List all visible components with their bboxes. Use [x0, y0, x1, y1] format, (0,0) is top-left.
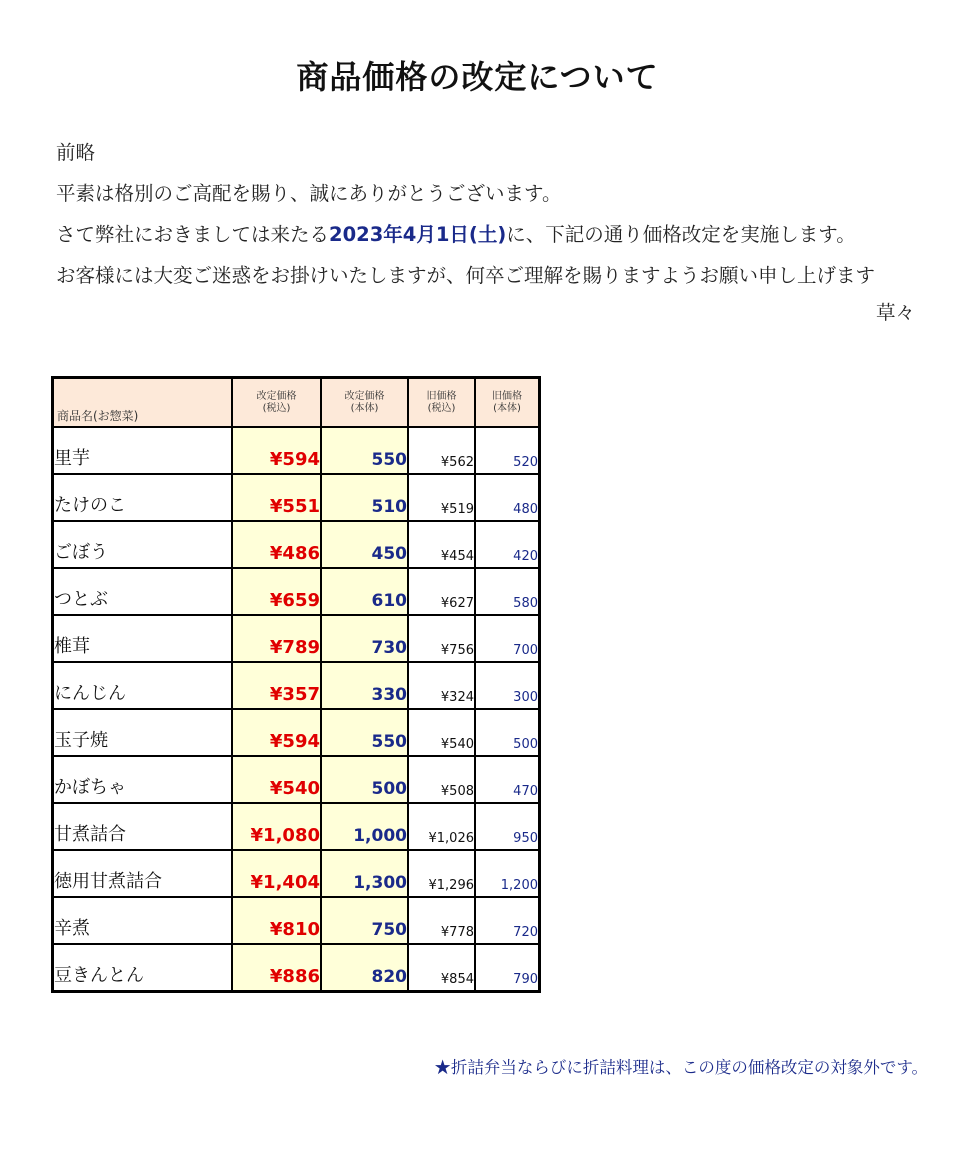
new-price-base: 500: [321, 756, 408, 803]
table-row: [53, 521, 540, 568]
new-price-base: 820: [321, 944, 408, 992]
table-row: [53, 662, 540, 709]
new-price-tax: ¥810: [232, 897, 321, 944]
new-price-base: 510: [321, 474, 408, 521]
letter-line-1: 平素は格別のご高配を賜り、誠にありがとうございます。: [56, 182, 562, 205]
old-price-base: 790: [475, 944, 540, 992]
old-price-base: 480: [475, 474, 540, 521]
old-price-base: 1,200: [475, 850, 540, 897]
product-name: 豆きんとん: [53, 944, 233, 992]
product-name: かぼちゃ: [53, 756, 233, 803]
product-name: 甘煮詰合: [53, 803, 233, 850]
greeting: 前略: [56, 141, 96, 164]
table-row: [53, 850, 540, 897]
new-price-base: 1,300: [321, 850, 408, 897]
new-price-base: 610: [321, 568, 408, 615]
new-price-base: 750: [321, 897, 408, 944]
page-title: 商品価格の改定について: [296, 58, 659, 96]
old-price-base: 950: [475, 803, 540, 850]
letter-line-3: お客様には大変ご迷惑をお掛けいたしますが、何卒ご理解を賜りますようお願い申し上げます: [56, 264, 876, 287]
closing: 草々: [875, 301, 915, 324]
old-price-tax: ¥454: [408, 521, 475, 568]
letter-body: [56, 132, 946, 296]
product-name: つとぶ: [53, 568, 233, 615]
header-new-price-base: 改定価格 (本体): [321, 378, 408, 428]
table-row: [53, 944, 540, 992]
old-price-base: 420: [475, 521, 540, 568]
table-row: [53, 568, 540, 615]
product-name: 玉子焼: [53, 709, 233, 756]
new-price-tax: ¥594: [232, 709, 321, 756]
header-new-price-tax: 改定価格 (税込): [232, 378, 321, 428]
product-name: たけのこ: [53, 474, 233, 521]
old-price-tax: ¥508: [408, 756, 475, 803]
letter-line-2: [56, 214, 946, 255]
new-price-base: 330: [321, 662, 408, 709]
product-name: 徳用甘煮詰合: [53, 850, 233, 897]
table-row: [53, 427, 540, 474]
letter-line-2-suffix: に、下記の通り価格改定を実施します。: [506, 223, 856, 246]
letter-line-2-prefix: さて弊社におきましては来たる: [56, 223, 330, 246]
old-price-tax: ¥854: [408, 944, 475, 992]
old-price-tax: ¥1,296: [408, 850, 475, 897]
old-price-tax: ¥1,026: [408, 803, 475, 850]
effective-date: 2023年4月1日(土): [329, 223, 507, 246]
old-price-tax: ¥519: [408, 474, 475, 521]
new-price-base: 550: [321, 709, 408, 756]
old-price-base: 720: [475, 897, 540, 944]
old-price-base: 470: [475, 756, 540, 803]
product-name: 椎茸: [53, 615, 233, 662]
table-row: [53, 756, 540, 803]
table-row: [53, 709, 540, 756]
product-name: 辛煮: [53, 897, 233, 944]
old-price-base: 580: [475, 568, 540, 615]
header-old-price-tax: 旧価格 (税込): [408, 378, 475, 428]
table-header-row: [53, 378, 540, 428]
footnote: ★折詰弁当ならびに折詰料理は、この度の価格改定の対象外です。: [434, 1058, 928, 1077]
old-price-base: 700: [475, 615, 540, 662]
new-price-tax: ¥551: [232, 474, 321, 521]
old-price-tax: ¥562: [408, 427, 475, 474]
old-price-tax: ¥324: [408, 662, 475, 709]
old-price-base: 520: [475, 427, 540, 474]
new-price-tax: ¥540: [232, 756, 321, 803]
product-name: ごぼう: [53, 521, 233, 568]
price-table: [51, 376, 541, 993]
new-price-tax: ¥659: [232, 568, 321, 615]
new-price-base: 550: [321, 427, 408, 474]
new-price-tax: ¥886: [232, 944, 321, 992]
old-price-base: 500: [475, 709, 540, 756]
new-price-base: 1,000: [321, 803, 408, 850]
table-row: [53, 615, 540, 662]
new-price-tax: ¥486: [232, 521, 321, 568]
old-price-tax: ¥540: [408, 709, 475, 756]
old-price-tax: ¥627: [408, 568, 475, 615]
old-price-tax: ¥778: [408, 897, 475, 944]
table-row: [53, 803, 540, 850]
new-price-base: 450: [321, 521, 408, 568]
new-price-tax: ¥789: [232, 615, 321, 662]
old-price-tax: ¥756: [408, 615, 475, 662]
header-product-name: 商品名(お惣菜): [53, 378, 233, 428]
new-price-tax: ¥1,080: [232, 803, 321, 850]
new-price-tax: ¥594: [232, 427, 321, 474]
new-price-tax: ¥1,404: [232, 850, 321, 897]
product-name: 里芋: [53, 427, 233, 474]
table-row: [53, 474, 540, 521]
product-name: にんじん: [53, 662, 233, 709]
table-row: [53, 897, 540, 944]
header-old-price-base: 旧価格 (本体): [475, 378, 540, 428]
old-price-base: 300: [475, 662, 540, 709]
new-price-base: 730: [321, 615, 408, 662]
new-price-tax: ¥357: [232, 662, 321, 709]
